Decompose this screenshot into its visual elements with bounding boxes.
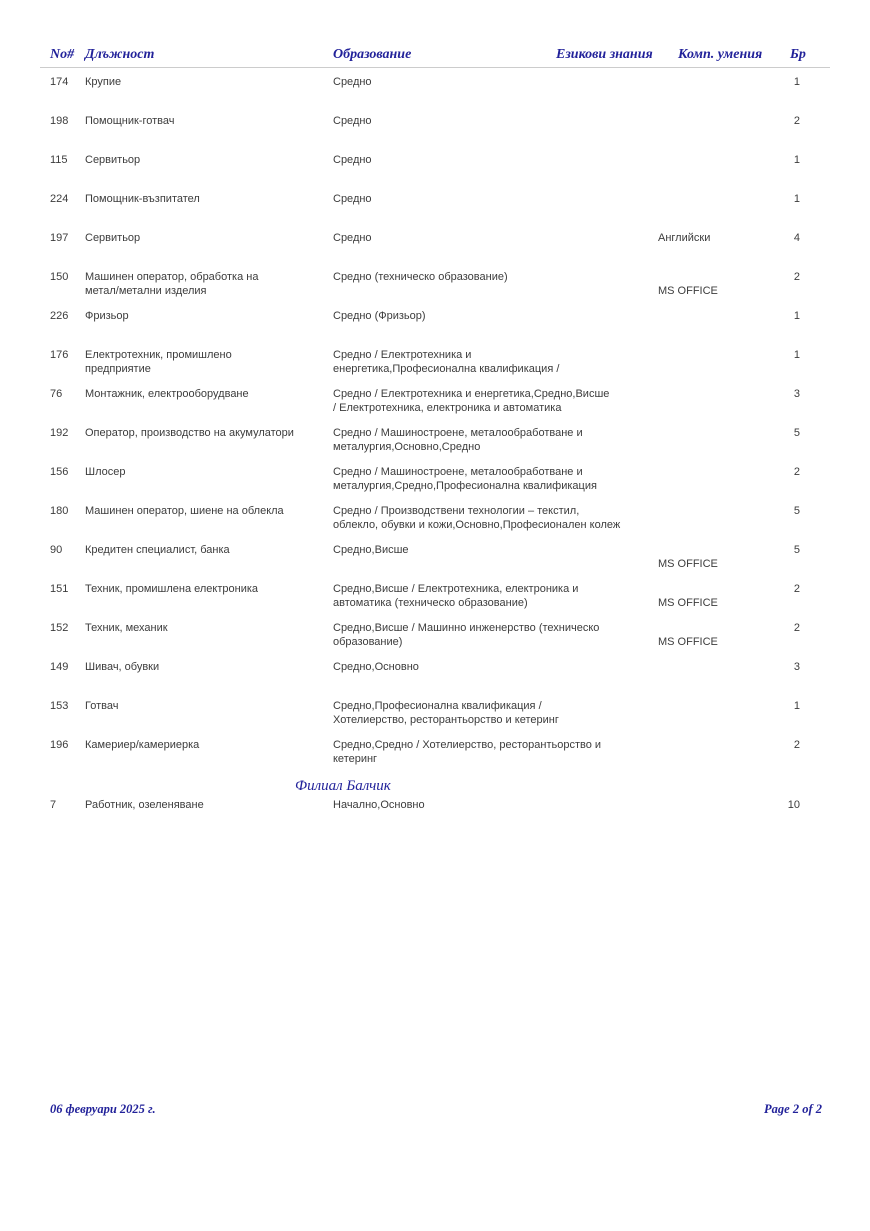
cell-count: 5 [793,505,800,517]
cell-education: Средно [333,115,372,127]
cell-language-computer [658,798,776,826]
cell-no: 7 [50,799,57,811]
cell-count: 5 [793,544,800,556]
cell-count: 1 [793,310,800,322]
column-header-languages: Езикови знания [556,47,653,62]
cell-language-computer [658,387,776,415]
cell-no: 156 [50,466,69,478]
cell-no: 90 [50,544,63,556]
cell-count: 3 [793,388,800,400]
table-row [50,621,810,660]
cell-count: 10 [787,799,800,811]
cell-position: Готвач [85,700,119,712]
cell-no: 196 [50,739,69,751]
section-row [50,777,810,798]
header-divider [40,67,830,68]
table-row [50,270,810,309]
cell-education: Средно [333,154,372,166]
table-row [50,660,810,699]
column-header-computer: Комп. умения [678,47,763,62]
cell-language-computer [658,699,776,727]
table-body [50,75,810,837]
cell-language-computer: Английски [658,232,711,244]
table-row [50,738,810,777]
cell-count: 1 [793,193,800,205]
cell-education: Средно,Висше / Машинно инженерство (техническо образование) [333,622,600,648]
cell-no: 180 [50,505,69,517]
table-row [50,504,810,543]
cell-no: 150 [50,271,69,283]
cell-language-computer [658,465,776,493]
cell-no: 153 [50,700,69,712]
cell-position: Крупие [85,76,122,88]
cell-count: 1 [793,76,800,88]
cell-count: 1 [793,349,800,361]
cell-language-computer [658,309,776,337]
cell-language-computer [658,348,776,376]
cell-education: Средно,Средно / Хотелиерство, ресторантьорство и кетеринг [333,739,602,765]
cell-education: Средно [333,232,372,244]
cell-position: Помощник-готвач [85,115,175,127]
cell-count: 1 [793,700,800,712]
cell-position: Сервитьор [85,232,141,244]
cell-language-computer [658,504,776,532]
cell-count: 2 [793,583,800,595]
cell-no: 224 [50,193,69,205]
cell-position: Работник, озеленяване [85,799,204,811]
cell-position: Кредитен специалист, банка [85,544,230,556]
table-row [50,582,810,621]
table-row [50,543,810,582]
cell-education: Средно [333,193,372,205]
cell-count: 2 [793,115,800,127]
cell-education: Средно,Професионална квалификация / Хотелиерство, ресторантьорство и кетеринг [333,700,559,726]
table-row [50,465,810,504]
cell-language-computer [658,660,776,688]
cell-language-computer [658,153,776,181]
cell-position: Фризьор [85,310,129,322]
table-row [50,153,810,192]
cell-no: 174 [50,76,69,88]
table-row [50,348,810,387]
footer-date: 06 февруари 2025 г. [50,1102,156,1116]
cell-no: 115 [50,154,68,166]
cell-education: Средно / Електротехника и енергетика,Професионална квалификация / [333,349,560,375]
table-row [50,699,810,738]
cell-education: Средно / Производствени технологии – текстил, облекло, обувки и кожи,Основно,Професионален колеж [333,505,621,531]
section-title: Филиал Балчик [295,778,391,794]
table-row [50,192,810,231]
cell-position: Камериер/камериерка [85,739,200,751]
cell-education: Средно,Основно [333,661,419,673]
cell-no: 149 [50,661,69,673]
cell-count: 1 [793,154,800,166]
cell-count: 2 [793,739,800,751]
column-header-count: Бр [790,47,806,62]
cell-no: 176 [50,349,69,361]
cell-position: Машинен оператор, шиене на облекла [85,505,284,517]
cell-education: Средно,Висше [333,544,409,556]
cell-position: Шивач, обувки [85,661,160,673]
cell-language-computer: MS OFFICE [658,558,718,570]
cell-education: Средно (техническо образование) [333,271,508,283]
cell-count: 5 [793,427,800,439]
cell-education: Средно / Машиностроене, металообработване и металургия,Средно,Професионална квалификация [333,466,597,492]
cell-no: 76 [50,388,63,400]
cell-position: Сервитьор [85,154,141,166]
table-row [50,426,810,465]
table-row [50,75,810,114]
cell-language-computer: MS OFFICE [658,285,718,297]
cell-position: Шлосер [85,466,126,478]
cell-count: 3 [793,661,800,673]
cell-position: Електротехник, промишлено предприятие [85,349,232,375]
cell-position: Техник, механик [85,622,168,634]
cell-education: Начално,Основно [333,799,425,811]
cell-count: 4 [793,232,800,244]
cell-education: Средно,Висше / Електротехника, електроника и автоматика (техническо образование) [333,583,579,609]
table-row [50,387,810,426]
table-row [50,798,810,837]
cell-position: Помощник-възпитател [85,193,200,205]
cell-education: Средно [333,76,372,88]
cell-no: 197 [50,232,69,244]
table-row [50,231,810,270]
cell-education: Средно (Фризьор) [333,310,426,322]
cell-position: Техник, промишлена електроника [85,583,259,595]
cell-no: 226 [50,310,69,322]
cell-count: 2 [793,271,800,283]
cell-position: Монтажник, електрооборудване [85,388,249,400]
cell-position: Оператор, производство на акумулатори [85,427,294,439]
footer-page-number: Page 2 of 2 [764,1102,822,1116]
cell-position: Машинен оператор, обработка на метал/метални изделия [85,271,259,297]
cell-education: Средно / Машиностроене, металообработване и металургия,Основно,Средно [333,427,583,453]
table-row [50,114,810,153]
cell-language-computer [658,192,776,220]
cell-no: 192 [50,427,69,439]
cell-language-computer: MS OFFICE [658,597,718,609]
column-header-education: Образование [333,47,412,62]
cell-count: 2 [793,622,800,634]
column-header-no: No# [50,47,75,62]
cell-language-computer: MS OFFICE [658,636,718,648]
cell-education: Средно / Електротехника и енергетика,Средно,Висше / Електротехника, електроника и автоматика [333,388,610,414]
cell-count: 2 [793,466,800,478]
cell-language-computer [658,114,776,142]
cell-language-computer [658,75,776,103]
cell-language-computer [658,738,776,766]
cell-no: 198 [50,115,69,127]
cell-no: 152 [50,622,69,634]
column-header-position: Длъжност [85,47,155,62]
cell-language-computer [658,426,776,454]
cell-no: 151 [50,583,69,595]
table-row [50,309,810,348]
